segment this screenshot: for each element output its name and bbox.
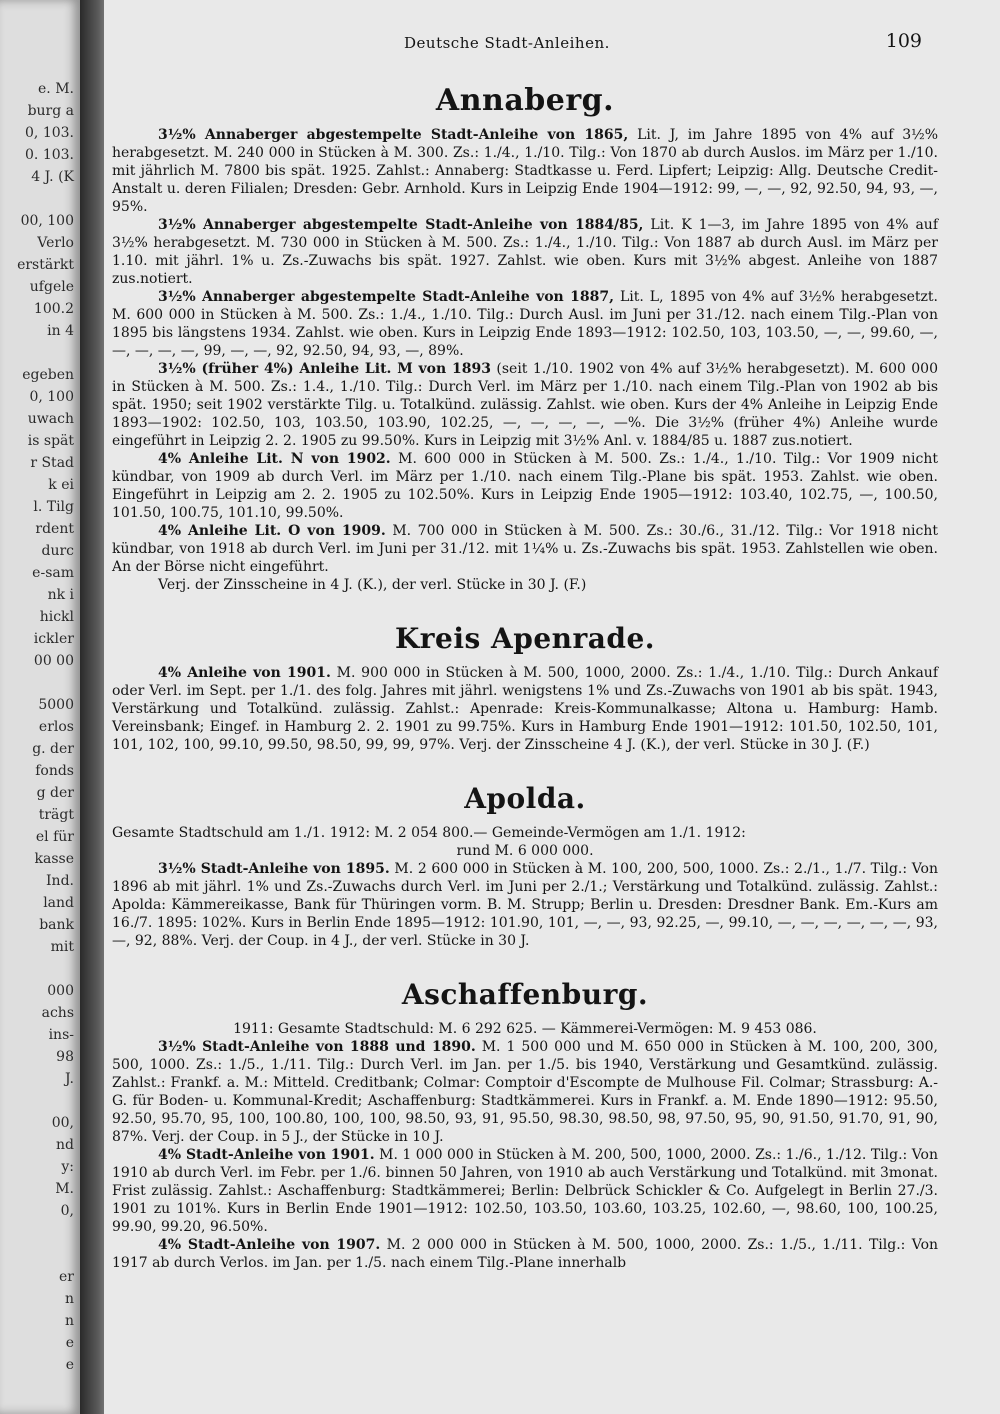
entry-lead: 4% Stadt-Anleihe von 1907. (158, 1237, 381, 1253)
left-page-line: burg a (27, 103, 74, 119)
left-page-line: y: (61, 1159, 74, 1175)
entry-annaberg-3 (112, 288, 938, 360)
left-page-line: M. (55, 1181, 74, 1197)
apolda-intro: Gesamte Stadtschuld am 1./1. 1912: M. 2 054 800.— Gemeinde-Vermögen am 1./1. 1912: (112, 825, 746, 841)
left-page-line: 00, (51, 1115, 74, 1131)
left-page-line: fonds (35, 763, 74, 779)
annaberg-footnote: Verj. der Zinsscheine in 4 J. (K.), der verl. Stücke in 30 J. (F.) (158, 577, 587, 593)
document-page (104, 0, 1000, 1414)
entry-lead: 4% Stadt-Anleihe von 1901. (158, 1147, 375, 1163)
left-page-line: erlos (38, 719, 74, 735)
left-page-line: 0. 103. (25, 147, 74, 163)
left-page-line: 00 00 (33, 653, 74, 669)
entry-text: Lit. L, 1895 von 4% auf 3½% herabgesetzt. M. 600 000 in Stücken à M. 500. Zs.: 1./4., 1./10. Tilg.: Durch Ausl. im Juni per 31./12. nach einem Tilg.-Plan von 1895 bis längstens 1934. Zahlst. wie oben. Kurs in Leipzig Ende 1893—1912: 102.50, 103, 103.50, —, —, 99.60, —, —, —, —, —, 99, —, —, 92, 92.50, 94, 93, —, 89%. (112, 289, 938, 359)
left-page-line: mit (50, 939, 74, 955)
entry-text: M. 600 000 in Stücken à M. 500. Zs.: 1./4., 1./10. Tilg.: Vor 1909 nicht kündbar, von 1909 ab durch Verl. im März per 1./10. nach einem Tilg.-Plane bis spät. 1953. Zahlst. wie oben. Eingeführt in Leipzig am 2. 2. 1905 zu 102.50%. Kurs in Leipzig Ende 1905—1912: 103.40, 102.75, —, 100.50, 101.50, 100.75, 101.10, 99.50%. (112, 451, 939, 521)
left-page-line: bank (39, 917, 74, 933)
left-page-line: ickler (33, 631, 74, 647)
adjacent-page-fragment (0, 0, 80, 1414)
entry-apolda-1 (112, 860, 938, 950)
entry-text: M. 1 500 000 und M. 650 000 in Stücken à M. 100, 200, 300, 500, 1000. Zs.: 1./5., 1./11. Tilg.: Durch Verl. im Jan. per 1./5. bis 1940, Verstärkung und Gesamtkünd. zulässig. Zahlst.: Frankf. a. M.: Mitteld. Creditbank; Colmar: Comptoir d'Escompte de Mulhouse Fil. Colmar; Strassburg: A.-G. für Boden- u. Kommunal-Kredit; Aschaffenburg: Stadtkämmerei. Kurs in Frankf. a. M. Ende 1890—1912: 95.50, 92.50, 95.70, 95, 100, 100.80, 100, 100, 98.50, 93, 91, 95.50, 98.30, 98.50, 98, 97.50, 95, 90, 91.50, 91.70, 91, 90, 87%. Verj. der Coup. in 5 J., der Stücke in 10 J. (112, 1039, 938, 1145)
left-page-line: nk i (47, 587, 74, 603)
left-page-line: 5000 (38, 697, 74, 713)
left-page-line: n (64, 1291, 74, 1307)
left-page-line: land (43, 895, 74, 911)
entry-lead: 4% Anleihe von 1901. (158, 665, 331, 681)
left-page-line: g. der (32, 741, 74, 757)
entry-text: (seit 1./10. 1902 von 4% auf 3½% herabgesetzt). M. 600 000 in Stücken à M. 500. Zs.: 1.4., 1./10. Tilg.: Durch Verl. im März per 1./10. nach einem Tilg.-Plan von 1902 ab bis spät. 1950; seit 1902 verstärkte Tilg. u. Totalkünd. zulässig. Zahlst. wie oben. Kurs der 4% Anleihe in Leipzig Ende 1893—1902: 102.50, 103, 103.50, 103.90, 102.25, —, —, —, —, —%. Die 3½% (früher 4%) Anleihe wurde eingeführt in Leipzig 2. 2. 1905 zu 99.50%. Kurs in Leipzig mit 3½% Anl. v. 1884/85 u. 1887 zus.notiert. (112, 361, 938, 449)
left-page-line: 0, 103. (25, 125, 74, 141)
left-page-line: r Stad (30, 455, 74, 471)
entry-text: Lit. K 1—3, im Jahre 1895 von 4% auf 3½% herabgesetzt. M. 730 000 in Stücken à M. 500. Zs.: 1./4., 1./10. Tilg.: Von 1887 ab durch Ausl. im März per 1.10. mit jährl. 1% u. Zs.-Zuwachs bis spät. 1927. Zahlst. wie oben. Kurs mit 3½% abgest. Anleihe von 1887 zus.notiert. (112, 217, 939, 287)
left-page-line: trägt (38, 807, 74, 823)
entry-aschaffenburg-2 (112, 1146, 938, 1236)
left-page-line: egeben (22, 367, 74, 383)
entry-apenrade-1 (112, 664, 938, 754)
left-page-line: el für (35, 829, 74, 845)
entry-annaberg-1 (112, 126, 938, 216)
entry-text: M. 2 600 000 in Stücken à M. 100, 200, 500, 1000. Zs.: 2./1., 1./7. Tilg.: Von 1896 ab mit jährl. 1% und Zs.-Zuwachs durch Verl. im Juni per 2./1.; Verstärkung und Totalkünd. zulässig. Zahlst.: Apolda: Kämmereikasse, Bank für Thüringen vorm. B. M. Strupp; Berlin u. Dresden: Dresdner Bank. Em.-Kurs am 16./7. 1895: 102%. Kurs in Berlin Ende 1895—1912: 101.90, 101, —, —, 93, 92.25, —, 99.10, —, —, —, —, —, —, 93, —, 92, 88%. Verj. der Coup. in 4 J., der verl. Stücke in 30 J. (112, 861, 938, 949)
left-page-line: k ei (48, 477, 74, 493)
section-title-apenrade: Kreis Apenrade. (394, 622, 656, 655)
running-title: Deutsche Stadt-Anleihen. (404, 34, 610, 52)
entry-text: M. 700 000 in Stücken à M. 500. Zs.: 30./6., 31./12. Tilg.: Vor 1918 nicht kündbar, von 1918 ab durch Verl. im Juni per 31./12. mit 1¼% u. Zs.-Zuwachs bis spät. 1953. Zahlstellen wie oben. An der Börse nicht eingeführt. (112, 523, 939, 575)
left-page-line: durc (41, 543, 74, 559)
left-page-line: l. Tilg (33, 499, 74, 515)
section-title-apolda: Apolda. (464, 782, 586, 815)
left-page-line: e-sam (32, 565, 74, 581)
entry-annaberg-2 (112, 216, 938, 288)
entry-text: M. 900 000 in Stücken à M. 500, 1000, 2000. Zs.: 1./4., 1./10. Tilg.: Durch Ankauf oder Verl. im Sept. per 1./1. des folg. Jahres mit jährl. wenigstens 1% und Zs.-Zuwachs von 1901 ab bis spät. 1943, Verstärkung und Totalkünd. zulässig. Zahlst.: Apenrade: Kreis-Kommunalkasse; Altona u. Hamburg: Hamb. Vereinsbank; Eingef. in Hamburg 2. 2. 1901 zu 99.75%. Kurs in Hamburg Ende 1901—1912: 101.50, 102.50, 101, 101, 102, 100, 99.10, 99.50, 98.50, 99, 99, 97%. Verj. der Zinsscheine 4 J. (K.), der verl. Stücke in 30 J. (F.) (112, 665, 939, 753)
left-page-line: is spät (27, 433, 74, 449)
entry-text: M. 2 000 000 in Stücken à M. 500, 1000, 2000. Zs.: 1./5., 1./11. Tilg.: Von 1917 ab durch Verlos. im Jan. per 1./5. nach einem Tilg.-Plane innerhalb (112, 1237, 939, 1271)
apolda-intro-continued: rund M. 6 000 000. (456, 843, 594, 859)
entry-aschaffenburg-1 (112, 1038, 938, 1146)
left-page-line: kasse (34, 851, 74, 867)
left-page-line: 4 J. (K (31, 169, 74, 185)
entry-lead: 3½% (früher 4%) Anleihe Lit. M von 1893 (158, 361, 491, 377)
left-page-line: ins- (48, 1027, 74, 1043)
entry-lead: 4% Anleihe Lit. N von 1902. (158, 451, 391, 467)
left-page-line: J. (65, 1071, 74, 1087)
left-page-line: Verlo (37, 235, 74, 251)
entry-lead: 3½% Annaberger abgestempelte Stadt-Anleihe von 1884/85, (158, 217, 644, 233)
section-title-annaberg: Annaberg. (435, 83, 615, 118)
left-page-line: er (59, 1269, 74, 1285)
left-page-line: 98 (56, 1049, 74, 1065)
page-number: 109 (885, 30, 922, 52)
entry-text: Lit. J, im Jahre 1895 von 4% auf 3½% herabgesetzt. M. 240 000 in Stücken à M. 300. Zs.: 1./4., 1./10. Tilg.: Von 1870 ab durch Auslos. im März per 1./10. mit jährlich M. 7800 bis spät. 1925. Zahlst.: Annaberg: Stadtkasse u. Ferd. Lipfert; Leipzig: Allg. Deutsche Credit-Anstalt u. deren Filialen; Dresden: Gebr. Arnhold. Kurs in Leipzig Ende 1904—1912: 99, —, —, 92, 92.50, 94, 93, —, 95%. (112, 127, 938, 215)
left-page-line: rdent (35, 521, 74, 537)
left-page-line: e (65, 1357, 74, 1373)
entry-lead: 3½% Stadt-Anleihe von 1888 und 1890. (158, 1039, 476, 1055)
left-page-line: e. M. (38, 81, 74, 97)
entry-lead: 4% Anleihe Lit. O von 1909. (158, 523, 386, 539)
left-page-line: in 4 (47, 323, 74, 339)
left-page-line: hickl (39, 609, 74, 625)
left-page-line: g der (36, 785, 74, 801)
entry-text: M. 1 000 000 in Stücken à M. 200, 500, 1000, 2000. Zs.: 1./6., 1./12. Tilg.: Von 1910 ab durch Verl. im Febr. per 1./6. binnen 50 Jahren, von 1910 ab auch Verstärkung und Totalkünd. mit 3monat. Frist zulässig. Zahlst.: Aschaffenburg: Stadtkämmerei; Berlin: Delbrück Schickler & Co. Aufgelegt in Berlin 27./3. 1901 zu 101%. Kurs in Berlin Ende 1901—1912: 102.50, 103.50, 103.60, 103.25, 102.60, —, 98.60, 100, 100.25, 99.90, 99.20, 96.50%. (112, 1147, 938, 1235)
entry-annaberg-5 (112, 450, 938, 522)
left-page-line: 000 (47, 983, 74, 999)
left-page-line: ufgele (29, 279, 74, 295)
left-page-line: n (64, 1313, 74, 1329)
page-body (112, 70, 938, 1272)
section-title-aschaffenburg: Aschaffenburg. (401, 978, 649, 1011)
left-page-line: uwach (27, 411, 74, 427)
aschaffenburg-intro: 1911: Gesamte Stadtschuld: M. 6 292 625. — Kämmerei-Vermögen: M. 9 453 086. (233, 1021, 817, 1037)
entry-annaberg-4 (112, 360, 938, 450)
left-page-line: 100.2 (33, 301, 74, 317)
entry-annaberg-6 (112, 522, 938, 576)
left-page-line: erstärkt (17, 257, 74, 273)
entry-lead: 3½% Stadt-Anleihe von 1895. (158, 861, 390, 877)
entry-aschaffenburg-3 (112, 1236, 938, 1272)
entry-lead: 3½% Annaberger abgestempelte Stadt-Anleihe von 1887, (158, 289, 614, 305)
left-page-line: achs (41, 1005, 74, 1021)
entry-lead: 3½% Annaberger abgestempelte Stadt-Anleihe von 1865, (158, 127, 629, 143)
left-page-line: 0, 100 (29, 389, 74, 405)
left-page-line: 00, 100 (20, 213, 74, 229)
left-page-line: 0, (60, 1203, 74, 1219)
left-page-line: e (65, 1335, 74, 1351)
left-page-line: nd (56, 1137, 74, 1153)
left-page-line: Ind. (46, 873, 74, 889)
